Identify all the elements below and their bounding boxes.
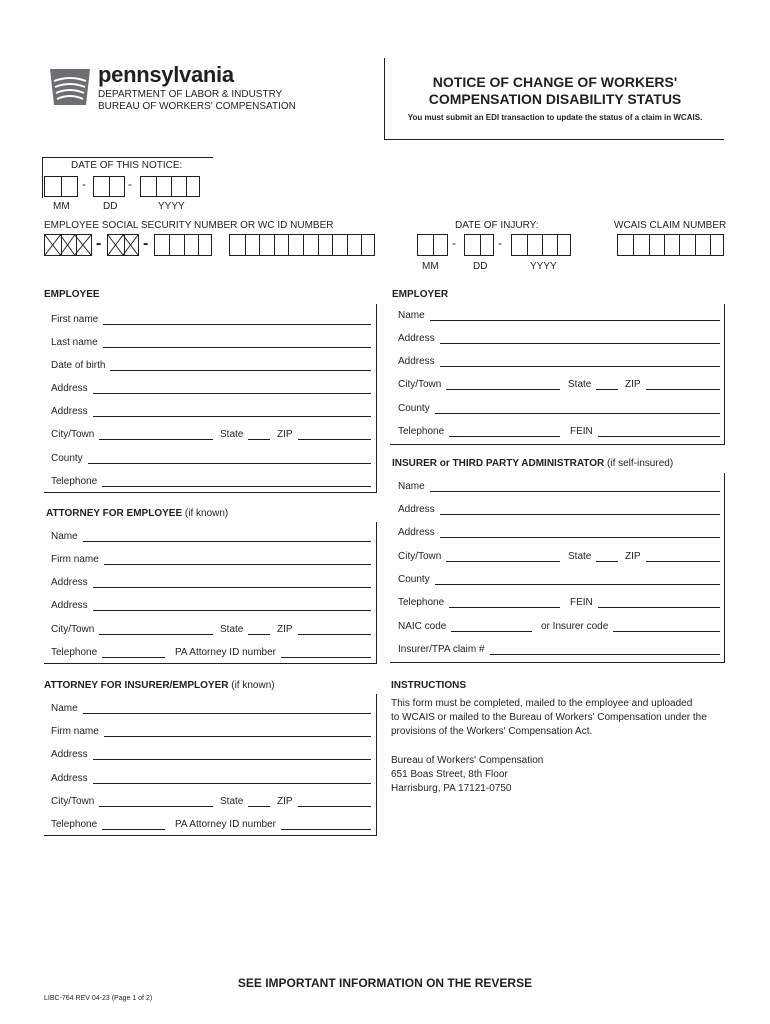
ssn-serial-box[interactable] (154, 234, 212, 256)
notice-dd-caption: DD (103, 201, 118, 212)
injury-dd-caption: DD (473, 261, 488, 272)
bureau-address-line-1: Bureau of Workers' Compensation (391, 755, 544, 766)
employee-address-1-field[interactable]: Address (51, 380, 371, 394)
employee-last-name-field[interactable]: Last name (51, 334, 371, 348)
bureau-address-line-2: 651 Boas Street, 8th Floor (391, 769, 508, 780)
attorney-insurer-telephone-field[interactable]: Telephone (51, 816, 165, 830)
notice-month-box[interactable] (44, 176, 78, 197)
attorney-insurer-address-2-field[interactable]: Address (51, 770, 371, 784)
attorney-employee-address-1-field[interactable]: Address (51, 574, 371, 588)
employer-county-field[interactable]: County (398, 400, 720, 414)
employer-name-field[interactable]: Name (398, 307, 720, 321)
attorney-insurer-section (44, 694, 377, 836)
department-name: DEPARTMENT OF LABOR & INDUSTRY (98, 89, 283, 100)
insurer-naic-code-field[interactable]: NAIC code (398, 618, 532, 632)
ssn-area-mask-icon (45, 235, 91, 255)
ssn-dash-1: - (96, 235, 102, 252)
injury-day-box[interactable] (464, 234, 494, 256)
employee-state-field[interactable]: State (220, 426, 270, 440)
employer-address-2-field[interactable]: Address (398, 353, 720, 367)
insurer-name-field[interactable]: Name (398, 478, 720, 492)
instructions-heading: INSTRUCTIONS (391, 680, 466, 691)
attorney-insurer-state-field[interactable]: State (220, 793, 270, 807)
form-identifier: LIBC-764 REV 04-23 (Page 1 of 2) (44, 995, 153, 1002)
employer-city-field[interactable]: City/Town (398, 376, 560, 390)
form-title (386, 74, 724, 108)
bureau-address-line-3: Harrisburg, PA 17121-0750 (391, 783, 512, 794)
attorney-employee-telephone-field[interactable]: Telephone (51, 644, 165, 658)
notice-mm-caption: MM (53, 201, 70, 212)
attorney-employee-zip-field[interactable]: ZIP (277, 621, 371, 635)
attorney-employee-section (44, 522, 377, 664)
injury-month-box[interactable] (417, 234, 448, 256)
attorney-insurer-name-field[interactable]: Name (51, 700, 371, 714)
employee-telephone-field[interactable]: Telephone (51, 473, 371, 487)
notice-date-dash-2: - (128, 177, 132, 191)
attorney-employee-city-field[interactable]: City/Town (51, 621, 213, 635)
notice-yyyy-caption: YYYY (158, 201, 185, 212)
employee-county-field[interactable]: County (51, 450, 371, 464)
attorney-employee-name-field[interactable]: Name (51, 528, 371, 542)
injury-mm-caption: MM (422, 261, 439, 272)
ssn-group-box (107, 234, 139, 256)
insurer-code-field[interactable]: or Insurer code (541, 618, 720, 632)
pa-keystone-logo (46, 63, 94, 111)
notice-year-box[interactable] (140, 176, 200, 197)
instructions-line-3: provisions of the Workers' Compensation Act. (391, 726, 593, 737)
insurer-telephone-field[interactable]: Telephone (398, 594, 560, 608)
insurer-fein-field[interactable]: FEIN (570, 594, 720, 608)
employer-state-field[interactable]: State (568, 376, 618, 390)
header-bottom-rule (384, 139, 724, 140)
see-reverse-notice: SEE IMPORTANT INFORMATION ON THE REVERSE (237, 976, 533, 990)
form-title-line-2: COMPENSATION DISABILITY STATUS (428, 91, 682, 107)
employee-first-name-field[interactable]: First name (51, 311, 371, 325)
employee-city-field[interactable]: City/Town (51, 426, 213, 440)
attorney-insurer-pa-id-field[interactable]: PA Attorney ID number (175, 816, 371, 830)
date-of-injury-label: DATE OF INJURY: (455, 220, 539, 231)
employee-heading: EMPLOYEE (44, 289, 100, 300)
notice-date-dash-1: - (82, 177, 86, 191)
bureau-name: BUREAU OF WORKERS' COMPENSATION (98, 101, 296, 112)
ssn-group-mask-icon (108, 235, 138, 255)
form-title-line-1: NOTICE OF CHANGE OF WORKERS' (432, 74, 678, 90)
date-of-notice-label: DATE OF THIS NOTICE: (71, 160, 183, 171)
attorney-insurer-zip-field[interactable]: ZIP (277, 793, 371, 807)
injury-date-dash-2: - (498, 236, 502, 250)
employee-dob-field[interactable]: Date of birth (51, 357, 371, 371)
ssn-dash-2: - (143, 235, 149, 252)
notice-day-box[interactable] (93, 176, 125, 197)
employer-address-1-field[interactable]: Address (398, 330, 720, 344)
instructions-line-1: This form must be completed, mailed to the employee and uploaded (391, 698, 693, 709)
insurer-county-field[interactable]: County (398, 571, 720, 585)
attorney-employee-state-field[interactable]: State (220, 621, 270, 635)
insurer-zip-field[interactable]: ZIP (625, 548, 720, 562)
attorney-employee-firm-field[interactable]: Firm name (51, 551, 371, 565)
attorney-employee-heading: ATTORNEY FOR EMPLOYEE (if known) (46, 508, 229, 519)
instructions-line-2: to WCAIS or mailed to the Bureau of Workers' Compensation under the (391, 712, 707, 723)
ssn-area-box (44, 234, 92, 256)
attorney-employee-address-2-field[interactable]: Address (51, 597, 371, 611)
injury-date-dash-1: - (452, 236, 456, 250)
insurer-address-1-field[interactable]: Address (398, 501, 720, 515)
employee-zip-field[interactable]: ZIP (277, 426, 371, 440)
ssn-label: EMPLOYEE SOCIAL SECURITY NUMBER OR WC ID NUMBER (44, 220, 334, 231)
insurer-address-2-field[interactable]: Address (398, 524, 720, 538)
injury-year-box[interactable] (511, 234, 571, 256)
form-subtitle: You must submit an EDI transaction to update the status of a claim in WCAIS. (407, 113, 703, 122)
employer-telephone-field[interactable]: Telephone (398, 423, 560, 437)
attorney-insurer-city-field[interactable]: City/Town (51, 793, 213, 807)
insurer-state-field[interactable]: State (568, 548, 618, 562)
injury-yyyy-caption: YYYY (530, 261, 557, 272)
insurer-claim-number-field[interactable]: Insurer/TPA claim # (398, 641, 720, 655)
insurer-heading: INSURER or THIRD PARTY ADMINISTRATOR (if self-insured) (392, 458, 674, 469)
employee-address-2-field[interactable]: Address (51, 403, 371, 417)
bureau-mailing-address (391, 754, 543, 796)
attorney-insurer-address-1-field[interactable]: Address (51, 746, 371, 760)
header-divider (384, 58, 385, 140)
employer-fein-field[interactable]: FEIN (570, 423, 720, 437)
employer-zip-field[interactable]: ZIP (625, 376, 720, 390)
wc-id-number-box[interactable] (229, 234, 375, 256)
wcais-claim-number-box[interactable] (617, 234, 724, 256)
employee-section (44, 304, 377, 493)
attorney-insurer-heading: ATTORNEY FOR INSURER/EMPLOYER (if known) (44, 680, 275, 691)
attorney-insurer-firm-field[interactable]: Firm name (51, 723, 371, 737)
employer-heading: EMPLOYER (392, 289, 449, 300)
insurer-city-field[interactable]: City/Town (398, 548, 560, 562)
wcais-claim-label: WCAIS CLAIM NUMBER (614, 220, 727, 231)
instructions-body (391, 697, 707, 739)
brand-name: pennsylvania (98, 62, 234, 87)
attorney-employee-pa-id-field[interactable]: PA Attorney ID number (175, 644, 371, 658)
